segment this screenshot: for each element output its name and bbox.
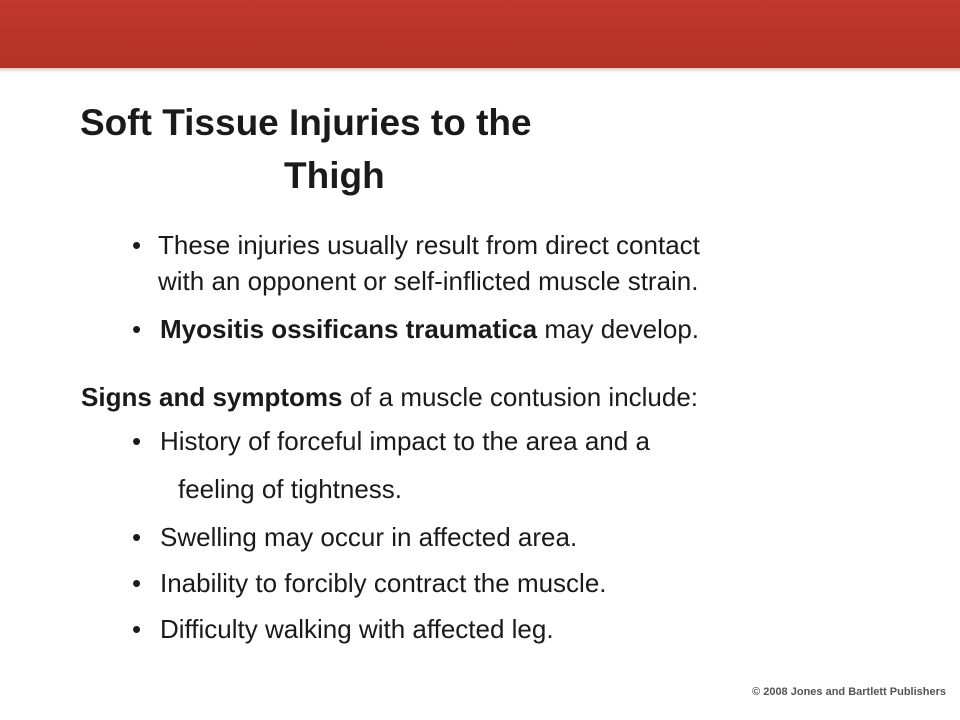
title-line-2: Thigh [284,155,385,196]
sign-3: Inability to forcibly contract the muscle. [160,568,607,598]
bullet-dot: • [132,426,142,456]
bullet-2-bold: Myositis ossificans traumatica [160,314,538,344]
header-bar [0,0,960,68]
signs-heading-rest: of a muscle contusion include: [342,382,699,412]
bullet-dot: • [132,568,142,598]
signs-heading-bold: Signs and symptoms [81,382,343,412]
bullet-dot: • [132,314,142,344]
sign-2: Swelling may occur in affected area. [160,522,578,552]
bullet-2 [160,312,699,346]
bullet-2-rest: may develop. [537,314,700,344]
bullet-dot: • [132,230,142,260]
sign-4: Difficulty walking with affected leg. [160,614,554,644]
bullet-dot: • [132,614,142,644]
bullet-1-line-1: These injuries usually result from direct contact [158,230,700,260]
sign-1-line-2: feeling of tightness. [178,474,403,504]
copyright-footer: © 2008 Jones and Bartlett Publishers [752,686,946,698]
header-bar-shadow [0,68,960,73]
sign-1-line-1: History of forceful impact to the area and a [160,426,650,456]
bullet-dot: • [132,522,142,552]
slide-title [80,96,640,202]
title-line-1: Soft Tissue Injuries to the [80,102,532,143]
signs-heading [81,380,698,414]
bullet-1-line-2: with an opponent or self-inflicted muscle strain. [158,266,699,296]
